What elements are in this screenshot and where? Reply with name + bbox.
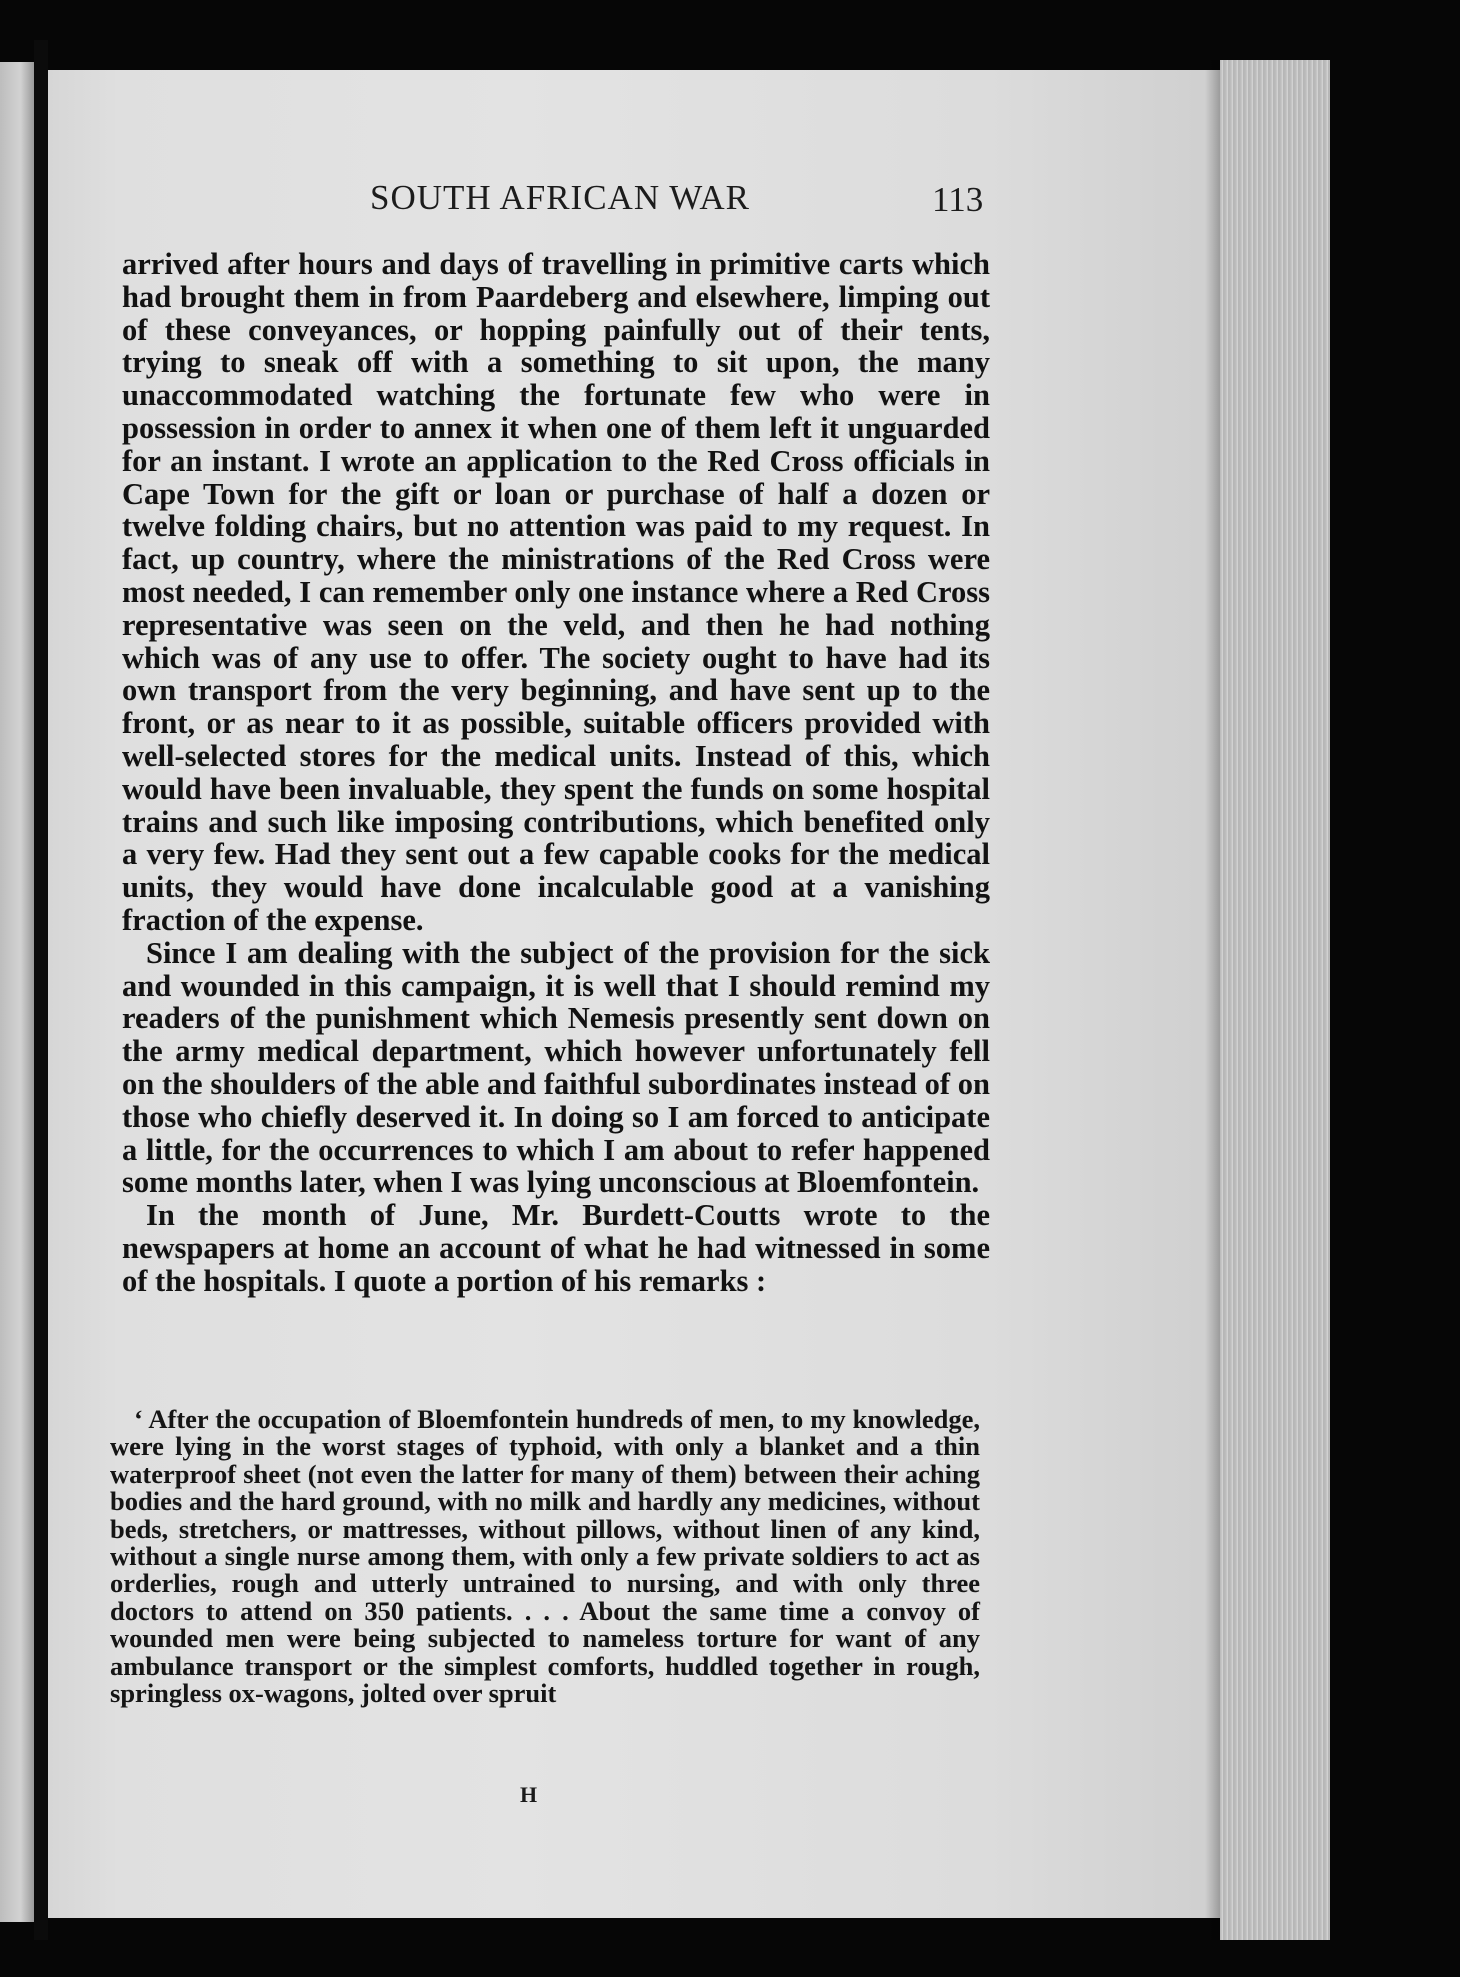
page-stack-edges — [1220, 60, 1330, 1940]
running-head: SOUTH AFRICAN WAR — [369, 178, 751, 217]
left-page-edge — [0, 62, 34, 1922]
block-quote: ‘ After the occupation of Bloemfontein hundreds of men, to my knowledge, were lying in the worst stages of typhoid, with only a blanket and a thin waterproof sheet (not even the latter for many of them) between their aching bodies and the hard ground, with no milk and hardly any medicines, without beds, stretchers, or mattresses, without pillows, without linen of any kind, without a single nurse among them, with only a few private soldiers to act as orderlies, rough and utterly untrained to nursing, and with only three doctors to attend on 350 patients. . . . About the same time a convoy of wounded men were being subjected to nameless torture for want of any ambulance transport or the simplest comforts, huddled together in rough, springless ox-wagons, jolted over spruit — [110, 1404, 980, 1709]
paragraph-1: arrived after hours and days of travelling in primitive carts which had brought them in from Paardeberg and elsewhere, limping out of these conveyances, or hopping painfully out of their tents, trying to sneak off with a something to sit upon, the many unaccommodated watching the fortunate few who were in possession in order to annex it when one of them left it unguarded for an instant. I wrote an application to the Red Cross officials in Cape Town for the gift or loan or purchase of half a dozen or twelve folding chairs, but no attention was paid to my request. In fact, up country, where the ministrations of the Red Cross were most needed, I can remember only one instance where a Red Cross representative was seen on the veld, and then he had nothing which was of any use to offer. The society ought to have had its own transport from the very beginning, and have sent up to the front, or as near to it as possible, suitable officers provided with well-selected stores for the medical units. Instead of this, which would have been invaluable, they spent the funds on some hospital trains and such like imposing contributions, which benefited only a very few. Had they sent out a few capable cooks for the medical units, they would have done incalculable good at a vanishing fraction of the expense. — [122, 247, 990, 937]
paragraph-2: Since I am dealing with the subject of the provision for the sick and wounded in this campaign, it is well that I should remind my readers of the punishment which Nemesis presently sent down on the army medical department, which however unfortunately fell on the shoulders of the able and faithful subordinates instead of on those who chiefly deserved it. In doing so I am forced to anticipate a little, for the occurrences to which I am about to refer happened some months later, when I was lying unconscious at Bloemfontein. — [122, 935, 990, 1200]
page-number: 113 — [932, 180, 984, 219]
paragraph-3: In the month of June, Mr. Burdett-Coutts wrote to the newspapers at home an account of what he had witnessed in some of the hospitals. I quote a portion of his remarks : — [122, 1198, 990, 1298]
book-gutter — [34, 40, 48, 1940]
signature-mark: H — [520, 1782, 538, 1807]
body-text — [122, 248, 990, 1298]
